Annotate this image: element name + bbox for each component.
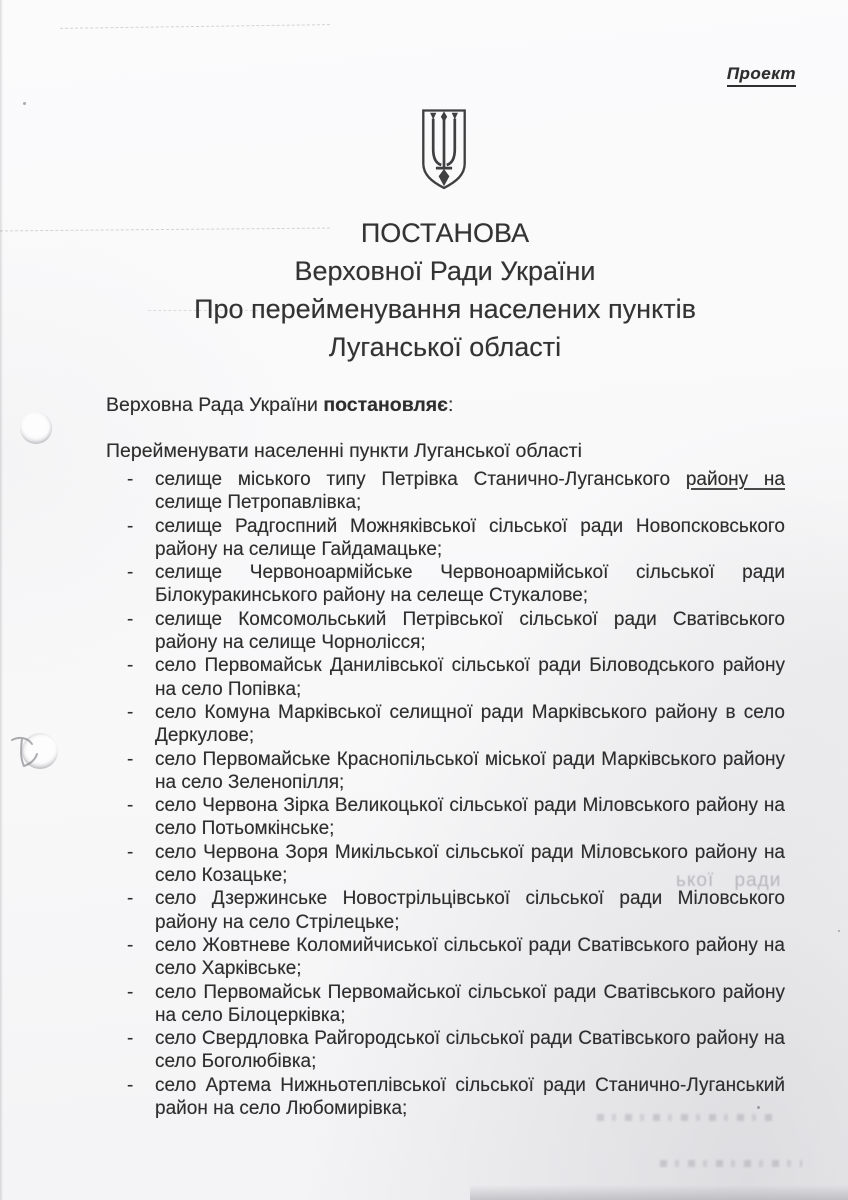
scan-speck — [757, 1106, 760, 1109]
bullet-dash: - — [127, 795, 134, 817]
bullet-dash: - — [127, 748, 134, 770]
scan-edge-shadow — [470, 1185, 848, 1200]
item-text: село Комуна Марківської селищної ради Марківського району в село Деркулове; — [155, 701, 785, 747]
pen-underlined-words: району на — [685, 469, 785, 490]
scan-crease — [60, 24, 330, 29]
list-item — [105, 887, 785, 934]
item-text: село Первомайськ Первомайської сільської ради Сватівського району на село Білоцерківка; — [155, 981, 785, 1026]
title-line-resolution: ПОСТАНОВА — [360, 218, 530, 248]
bullet-dash: - — [127, 701, 134, 723]
item-text: село Артема Нижньотеплівської сільської ради Станично-Луганський район на село Любомирівка; — [155, 1074, 785, 1120]
list-item — [105, 608, 785, 655]
preamble-colon: : — [447, 394, 454, 416]
bullet-dash: - — [127, 1028, 134, 1050]
draft-watermark-label: Проект — [727, 64, 796, 87]
item-text: село Дзержинське Новострільцівської сільської ради Міловського району на село Стрілецьке; — [155, 888, 785, 933]
pen-scribble-mark — [8, 730, 48, 772]
item-text: село Жовтневе Коломийчиської сільської ради Сватівського району на село Харківське; — [155, 934, 785, 980]
title-line-authority: Верховної Ради України — [294, 256, 596, 286]
scan-speck — [838, 930, 840, 932]
list-item — [105, 515, 785, 562]
preamble-text: Верховна Рада України — [106, 394, 324, 416]
scan-speck — [23, 102, 26, 105]
bullet-dash: - — [127, 655, 134, 677]
list-item — [105, 981, 785, 1028]
preamble-paragraph — [106, 394, 453, 417]
list-item — [105, 794, 785, 841]
bullet-dash: - — [127, 934, 134, 956]
title-line-subject: Про перейменування населених пунктів — [194, 294, 696, 324]
list-item — [105, 748, 785, 795]
item-text: селище Радгоспний Можняківської сільської ради Новопсковського району на селище Гайдамацьке; — [155, 515, 785, 560]
item-text: село Первомайськ Данилівської сільської ради Біловодського району на село Попівка; — [155, 655, 785, 700]
document-title — [105, 214, 785, 366]
bullet-dash: - — [127, 1074, 134, 1096]
item-text: село Червона Зірка Великоцької сільської ради Міловського району на село Потьомкінське; — [155, 795, 785, 840]
bleed-through-ghost-text: ької ради — [676, 870, 782, 891]
list-item — [105, 934, 785, 981]
item-text: селище міського типу Петрівка Станично-Луганського району на селище Петропавлівка; — [155, 469, 785, 514]
item-text: селище Червоноармійське Червоноармійської сільської ради Білокуракинського району на селеще Стукалове; — [155, 562, 785, 607]
list-item — [105, 701, 785, 748]
bleed-through-smudge — [597, 1114, 775, 1121]
bullet-dash: - — [127, 562, 134, 584]
item-text: село Свердловка Райгородської сільської ради Сватівського району на село Боголюбівка; — [155, 1028, 785, 1073]
list-item — [105, 561, 785, 608]
title-line-region: Луганської області — [328, 332, 562, 362]
preamble-verb-bold: постановляє — [323, 394, 448, 416]
item-text: село Первомайське Краснопільської міської ради Марківського району на село Зеленопілля; — [155, 748, 785, 793]
list-item — [105, 654, 785, 701]
bullet-dash: - — [127, 608, 134, 630]
rename-list — [105, 468, 785, 1120]
bullet-dash: - — [127, 515, 134, 537]
list-item — [105, 468, 785, 515]
bullet-dash: - — [127, 469, 134, 490]
item-text: село Червона Зоря Микільської сільської ради Міловського району на село Козацьке; — [155, 841, 785, 887]
bullet-dash: - — [127, 888, 134, 910]
ukraine-trident-emblem-icon — [417, 106, 471, 196]
item-text: селище Комсомольський Петрівської сільської ради Сватівського району на селище Чорнолісся; — [155, 608, 785, 654]
bullet-dash: - — [127, 841, 134, 863]
bleed-through-smudge — [660, 1160, 802, 1167]
intro-paragraph: Перейменувати населенні пункти Луганської області — [106, 440, 582, 462]
punch-hole — [20, 412, 52, 444]
list-item — [105, 1027, 785, 1074]
bullet-dash: - — [127, 981, 134, 1003]
